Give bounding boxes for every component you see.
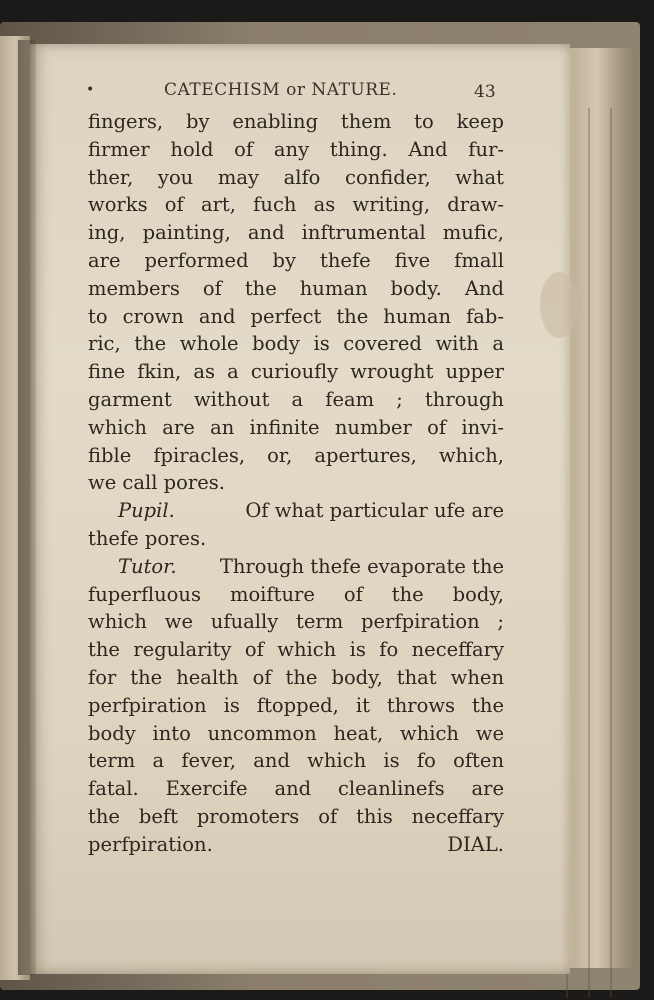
text-line: the regularity of which is fo neceffary <box>88 638 504 662</box>
page-header <box>60 80 510 108</box>
dialogue-line-tutor <box>88 553 504 581</box>
page-edge-line <box>610 108 612 998</box>
text-line: works of art, fuch as writing, draw- <box>88 193 504 217</box>
paper-stain <box>540 272 578 338</box>
speaker-tutor: Tutor. <box>118 554 177 578</box>
text-line: fuperfluous moifture of the body, <box>88 582 504 606</box>
dialogue-line-pupil <box>88 497 504 525</box>
header-ornament: • <box>86 82 95 98</box>
text-line: term a fever, and which is fo often <box>88 749 504 773</box>
text-line: garment without a feam ; through <box>88 387 504 411</box>
text-line: fible fpiracles, or, apertures, which, <box>88 443 504 467</box>
text-line: thefe pores. <box>88 526 207 550</box>
text-line: which we ufually term perfpiration ; <box>88 610 504 634</box>
text-line: for the health of the body, that when <box>88 665 504 689</box>
page-gutter-shadow <box>18 40 36 975</box>
text-span: perfpiration. <box>88 832 213 856</box>
text-line: ric, the whole body is covered with a <box>88 332 504 356</box>
text-line-final <box>88 831 504 859</box>
text-line: body into uncommon heat, which we <box>88 721 504 745</box>
text-line: ing, painting, and inftrumental mufic, <box>88 221 504 245</box>
text-line: the beft promoters of this neceffary <box>88 804 504 828</box>
page-number: 43 <box>474 82 496 102</box>
catchword: DIAL. <box>447 832 504 856</box>
text-line: are performed by thefe five fmall <box>88 248 504 272</box>
page-text <box>88 108 504 859</box>
running-title: CATECHISM or NATURE. <box>164 80 398 100</box>
page-edge-line <box>588 108 590 998</box>
text-span: Of what particular ufe are <box>245 499 504 523</box>
text-line: members of the human body. And <box>88 276 504 300</box>
text-line: which are an infinite number of invi- <box>88 415 504 439</box>
text-line: to crown and perfect the human fab- <box>88 304 504 328</box>
text-span: Through thefe evaporate the <box>219 554 504 578</box>
speaker-pupil: Pupil. <box>118 499 175 523</box>
text-line: fatal. Exercife and cleanlinefs are <box>88 777 504 801</box>
text-line: fingers, by enabling them to keep <box>88 110 504 133</box>
text-line: we call pores. <box>88 471 225 495</box>
text-line: firmer hold of any thing. And fur- <box>88 137 504 161</box>
text-line: fine fkin, as a curioufly wrought upper <box>88 360 504 384</box>
text-line: ther, you may alfo confider, what <box>88 165 504 189</box>
text-line: perfpiration is ftopped, it throws the <box>88 693 504 717</box>
